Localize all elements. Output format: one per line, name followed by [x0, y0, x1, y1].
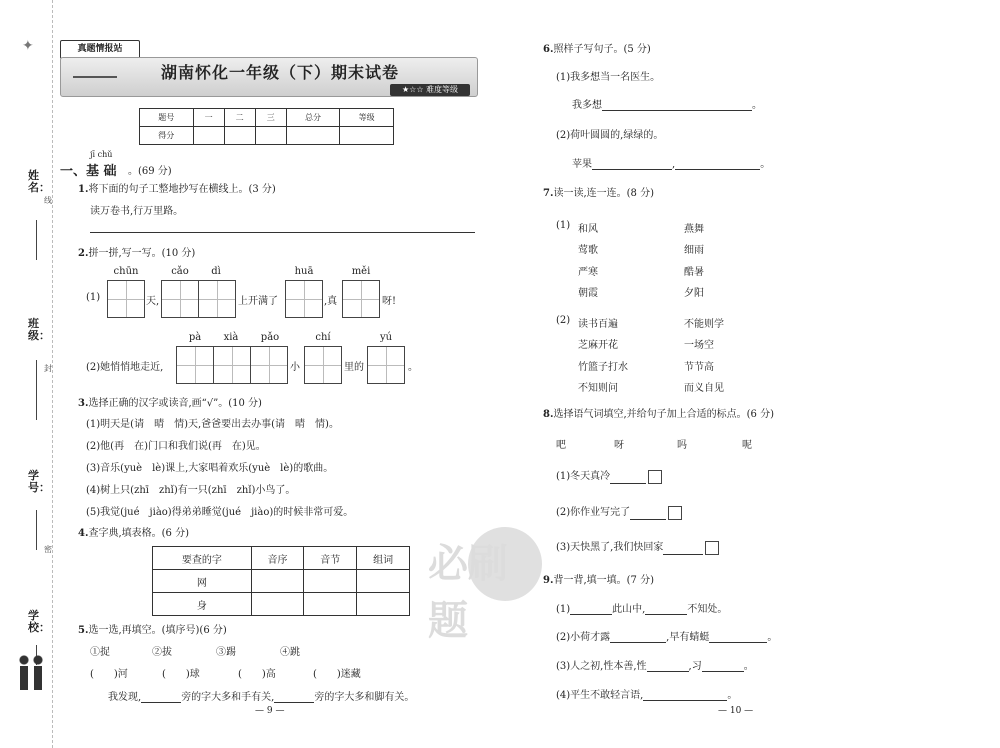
q2-text-fragment: 天, — [146, 296, 160, 307]
q1-text: 将下面的句子工整地抄写在横线上。(3 分) — [88, 184, 276, 195]
q9-fill-line[interactable] — [645, 614, 687, 615]
q9-prompt — [543, 571, 654, 586]
write-box[interactable] — [285, 280, 323, 318]
q5-text: 选一选,再填空。(填序号)(6 分) — [88, 625, 227, 636]
match-left[interactable]: 芝麻开花 — [578, 340, 618, 351]
q5-summary-end: 旁的字大多和脚有关。 — [314, 692, 415, 703]
cut-mark-dense: 密 — [44, 545, 52, 554]
dict-cell[interactable] — [251, 593, 304, 616]
leaf-icon: ✦ — [22, 38, 34, 54]
section1-title: 一、基 础 — [60, 164, 117, 179]
q4-prompt — [78, 524, 189, 539]
q5-option: ②拔 — [152, 647, 172, 658]
q6-example1: (1)我多想当一名医生。 — [556, 72, 661, 83]
q5-fill-line[interactable] — [274, 702, 314, 703]
binding-strip — [0, 0, 52, 748]
q9-line-text: 此山中, — [612, 604, 646, 615]
score-header-cell: 题号 — [140, 109, 194, 127]
q5-blank[interactable]: ( )河 — [90, 669, 128, 680]
write-box-group — [162, 280, 236, 318]
write-box-group — [343, 280, 380, 318]
q9-line-text: ,习 — [688, 661, 702, 672]
class-line — [36, 360, 37, 420]
q5-number: 5. — [78, 625, 89, 636]
q8-line-text: (3)天快黑了,我们快回家 — [556, 542, 664, 553]
q9-fill-line[interactable] — [570, 614, 612, 615]
match-right[interactable]: 而义自见 — [684, 383, 724, 394]
q1-sentence: 读万卷书,行万里路。 — [90, 206, 184, 217]
q5-option: ③踢 — [216, 647, 236, 658]
q6-number: 6. — [543, 44, 554, 55]
dict-char: 网 — [153, 570, 252, 593]
score-row — [140, 127, 394, 145]
dict-header-cell: 音节 — [304, 547, 357, 570]
q5-blank[interactable]: ( )高 — [238, 669, 276, 680]
q8-line-text: (1)冬天真冷 — [556, 471, 611, 482]
q2-line1-label: (1) — [86, 292, 101, 303]
dict-cell[interactable] — [304, 570, 357, 593]
pinyin-label: chūn — [113, 266, 139, 277]
score-cell[interactable] — [224, 127, 255, 145]
q8-line-text: (2)你作业写完了 — [556, 507, 631, 518]
q2-text-fragment: 上开满了 — [238, 296, 278, 307]
q6-answer1 — [572, 96, 762, 111]
match-right[interactable]: 一场空 — [684, 340, 714, 351]
punctuation-box[interactable] — [648, 470, 662, 484]
q9-line — [556, 686, 737, 701]
q9-fill-line[interactable] — [643, 700, 727, 701]
q6-answer2-start: 苹果 — [572, 159, 592, 170]
q9-line-text: (4)平生不敢轻言语, — [556, 690, 644, 701]
q9-fill-line[interactable] — [610, 642, 666, 643]
q2-number: 2. — [78, 248, 89, 259]
q7-text: 读一读,连一连。(8 分) — [553, 188, 654, 199]
student-id-label: 学号： — [28, 469, 50, 494]
q1-number: 1. — [78, 184, 89, 195]
q9-line-text: 。 — [743, 661, 754, 672]
q7-group1-label: (1) — [556, 220, 571, 231]
q8-fill-line[interactable] — [630, 519, 666, 520]
score-cell[interactable] — [255, 127, 286, 145]
q2-text-fragment: ,真 — [324, 296, 338, 307]
score-header-cell: 二 — [224, 109, 255, 127]
match-left[interactable]: 莺歌 — [578, 245, 598, 256]
match-left[interactable]: 读书百遍 — [578, 319, 618, 330]
q6-fill-line[interactable] — [675, 169, 760, 170]
q5-blank[interactable]: ( )迷藏 — [313, 669, 361, 680]
cut-mark-seal: 封 — [44, 364, 52, 373]
page-number-right: — 10 — — [718, 706, 754, 716]
pinyin-label: huā — [294, 266, 314, 277]
q8-word: 吗 — [677, 440, 687, 451]
pinyin-label: pà — [188, 332, 202, 343]
punctuation-box[interactable] — [668, 506, 682, 520]
q2-line2-label: (2)她悄悄地走近, — [86, 362, 164, 373]
score-header-cell: 一 — [193, 109, 224, 127]
write-box[interactable] — [176, 346, 214, 384]
q5-option: ①捉 — [90, 647, 110, 658]
q5-summary-start: 我发现, — [108, 692, 142, 703]
dict-cell[interactable] — [357, 593, 410, 616]
match-left[interactable]: 朝霞 — [578, 288, 598, 299]
q2-prompt — [78, 244, 195, 259]
write-box-group — [305, 346, 342, 384]
q6-example2: (2)荷叶圆圆的,绿绿的。 — [556, 130, 664, 141]
score-header-row — [140, 109, 394, 127]
score-table — [139, 108, 394, 145]
write-box[interactable] — [304, 346, 342, 384]
q7-group2-label: (2) — [556, 315, 571, 326]
match-left[interactable]: 竹篮子打水 — [578, 362, 628, 373]
q3-line[interactable]: (4)树上只(zhī zhǐ)有一只(zhī zhǐ)小鸟了。 — [86, 485, 296, 496]
score-cell[interactable] — [286, 127, 340, 145]
q3-number: 3. — [78, 398, 89, 409]
q5-summary — [108, 688, 414, 703]
q8-word: 呀 — [614, 440, 624, 451]
q1-prompt — [78, 180, 276, 195]
q9-line-text: 。 — [767, 632, 778, 643]
q8-fill-line[interactable] — [610, 483, 646, 484]
match-right[interactable]: 夕阳 — [684, 288, 704, 299]
match-left[interactable]: 和风 — [578, 224, 598, 235]
cut-mark-line: 线 — [44, 196, 52, 205]
strip-border — [52, 0, 53, 748]
q5-blank[interactable]: ( )球 — [162, 669, 200, 680]
name-line — [36, 220, 37, 260]
class-label: 班级： — [28, 317, 50, 342]
q8-word: 吧 — [556, 440, 566, 451]
section1-points: 。(69 分) — [128, 166, 172, 177]
school-label: 学校： — [28, 609, 50, 634]
q9-line-text: ,早有蜻蜓 — [666, 632, 710, 643]
write-box[interactable] — [213, 346, 251, 384]
q6-answer2-end: 。 — [760, 159, 771, 170]
q6-fill-line[interactable] — [602, 110, 752, 111]
q7-number: 7. — [543, 188, 554, 199]
q8-prompt — [543, 405, 774, 420]
q9-line-text: 。 — [727, 690, 738, 701]
page-number-left: — 9 — — [255, 706, 285, 716]
dict-header-cell: 组词 — [357, 547, 410, 570]
q2-text-fragment: 小 — [290, 362, 300, 373]
q6-fill-line[interactable] — [592, 169, 672, 170]
score-header-cell: 总分 — [286, 109, 340, 127]
score-row-label: 得分 — [140, 127, 194, 145]
write-box-group — [108, 280, 145, 318]
q5-summary-mid: 旁的字大多和手有关, — [181, 692, 275, 703]
match-right[interactable]: 燕舞 — [684, 224, 704, 235]
q9-line — [556, 600, 727, 615]
q8-text: 选择语气词填空,并给句子加上合适的标点。(6 分) — [553, 409, 774, 420]
q8-word: 呢 — [742, 440, 752, 451]
pinyin-label: xià — [223, 332, 239, 343]
q3-line[interactable]: (1)明天是(请 晴 情)天,爸爸要出去办事(请 晴 情)。 — [86, 419, 339, 430]
q6-answer1-end: 。 — [752, 100, 762, 111]
match-left[interactable]: 不知则问 — [578, 383, 618, 394]
match-right[interactable]: 节节高 — [684, 362, 714, 373]
q7-prompt — [543, 184, 654, 199]
pen-icon — [73, 72, 117, 78]
q9-text: 背一背,填一填。(7 分) — [553, 575, 654, 586]
punctuation-box[interactable] — [705, 541, 719, 555]
q3-line[interactable]: (3)音乐(yuè lè)课上,大家唱着欢乐(yuè lè)的歌曲。 — [86, 463, 334, 474]
q6-answer1-start: 我多想 — [572, 100, 602, 111]
q5-prompt — [78, 621, 227, 636]
pinyin-label: měi — [351, 266, 371, 277]
q9-line-text: (1) — [556, 604, 571, 615]
watermark-text: 必刷题 — [428, 540, 508, 644]
decorative-figures-icon — [16, 652, 46, 692]
q9-number: 9. — [543, 575, 554, 586]
write-box[interactable] — [107, 280, 145, 318]
q6-prompt — [543, 40, 651, 55]
name-label: 姓名： — [28, 169, 50, 194]
q8-line — [556, 467, 662, 484]
q3-text: 选择正确的汉字或读音,画“√”。(10 分) — [88, 398, 262, 409]
dict-row — [153, 570, 410, 593]
write-box[interactable] — [342, 280, 380, 318]
write-box-group — [177, 346, 288, 384]
score-header-cell: 三 — [255, 109, 286, 127]
match-right[interactable]: 酷暑 — [684, 267, 704, 278]
q3-line[interactable]: (5)我觉(jué jiào)得弟弟睡觉(jué jiào)的时候非常可爱。 — [86, 507, 354, 518]
score-header-cell: 等级 — [340, 109, 394, 127]
q9-line-text: 不知处。 — [687, 604, 728, 615]
dictionary-table — [152, 546, 410, 616]
q9-fill-line[interactable] — [702, 671, 744, 672]
q8-line — [556, 538, 719, 555]
q9-line-text: (3)人之初,性本善,性 — [556, 661, 647, 672]
difficulty-badge: ★☆☆ 难度等级 — [390, 84, 470, 96]
write-box[interactable] — [367, 346, 405, 384]
section-badge: 真题情报站 — [60, 40, 140, 59]
dict-row — [153, 593, 410, 616]
id-line — [36, 510, 37, 550]
pinyin-label: cǎo — [171, 266, 189, 277]
match-right[interactable]: 细雨 — [684, 245, 704, 256]
q6-answer2-mid: , — [672, 159, 676, 170]
match-left[interactable]: 严寒 — [578, 267, 598, 278]
write-box-group — [368, 346, 405, 384]
dict-char: 身 — [153, 593, 252, 616]
dict-cell[interactable] — [357, 570, 410, 593]
q2-text: 拼一拼,写一写。(10 分) — [88, 248, 196, 259]
q1-answer-line[interactable] — [90, 232, 475, 233]
write-box-group — [286, 280, 323, 318]
q6-answer2 — [572, 155, 770, 170]
dict-cell[interactable] — [304, 593, 357, 616]
q8-number: 8. — [543, 409, 554, 420]
q3-prompt — [78, 394, 262, 409]
dict-header-row — [153, 547, 410, 570]
pinyin-label: dì — [211, 266, 221, 277]
q5-option: ④跳 — [280, 647, 300, 658]
pinyin-label: pǎo — [260, 332, 280, 343]
dict-cell[interactable] — [251, 570, 304, 593]
pinyin-label: yú — [379, 332, 393, 343]
write-box[interactable] — [161, 280, 199, 318]
q5-fill-line[interactable] — [141, 702, 181, 703]
q9-fill-line[interactable] — [647, 671, 689, 672]
score-cell[interactable] — [340, 127, 394, 145]
q2-text-fragment: 。 — [408, 362, 418, 373]
q8-line — [556, 503, 682, 520]
exam-title: 湖南怀化一年级（下）期末试卷 — [160, 63, 399, 82]
dict-header-cell: 音序 — [251, 547, 304, 570]
q9-line — [556, 628, 777, 643]
q9-line — [556, 657, 754, 672]
q6-text: 照样子写句子。(5 分) — [553, 44, 651, 55]
q4-number: 4. — [78, 528, 89, 539]
write-box[interactable] — [250, 346, 288, 384]
match-right[interactable]: 不能则学 — [684, 319, 724, 330]
q3-line[interactable]: (2)他(再 在)门口和我们说(再 在)见。 — [86, 441, 266, 452]
pinyin-label: chí — [315, 332, 331, 343]
q2-text-fragment: 里的 — [344, 362, 364, 373]
score-cell[interactable] — [193, 127, 224, 145]
q4-text: 查字典,填表格。(6 分) — [88, 528, 189, 539]
dict-header-cell: 要查的字 — [153, 547, 252, 570]
write-box[interactable] — [198, 280, 236, 318]
q9-line-text: (2)小荷才露 — [556, 632, 611, 643]
q8-fill-line[interactable] — [663, 554, 703, 555]
q2-text-fragment: 呀! — [382, 296, 397, 307]
section1-pinyin: jī chǔ — [90, 150, 113, 159]
q9-fill-line[interactable] — [709, 642, 767, 643]
